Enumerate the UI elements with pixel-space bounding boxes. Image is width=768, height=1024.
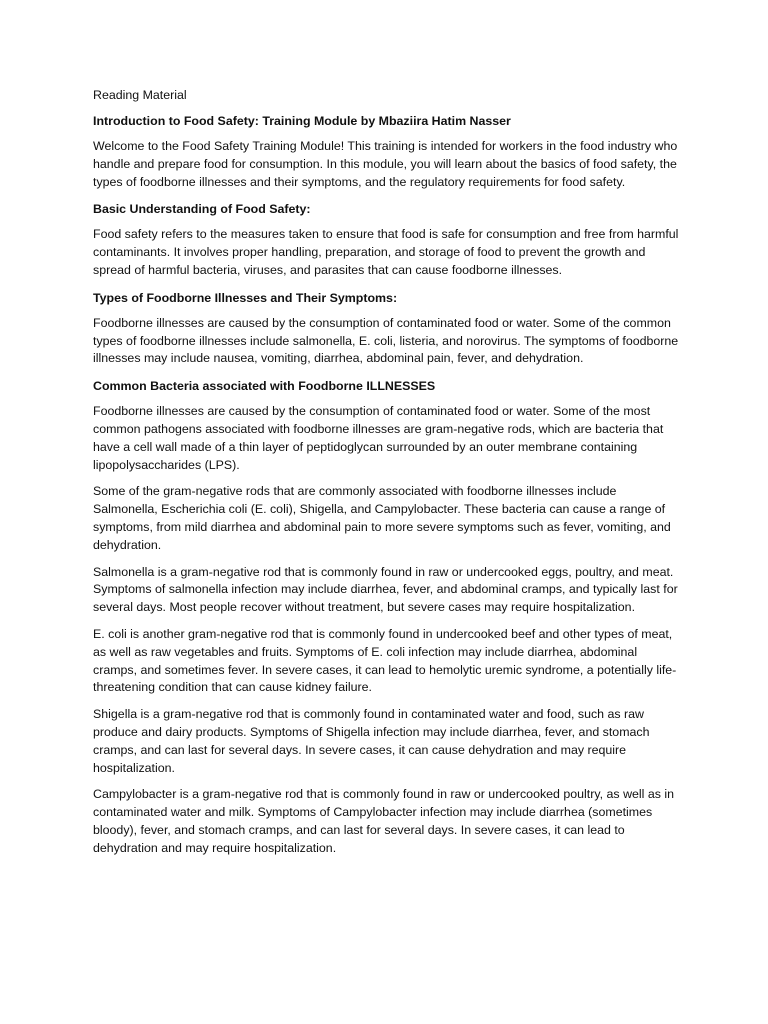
- section-paragraph: Food safety refers to the measures taken to ensure that food is safe for consumption and free from harmful contaminants. It involves proper handling, preparation, and storage of food to prevent the growth and spread of harmful bacteria, viruses, and parasites that can cause foodborne illnesses.: [93, 227, 679, 277]
- intro-paragraph: Welcome to the Food Safety Training Module! This training is intended for workers in the food industry who handle and prepare food for consumption. In this module, you will learn about the basics of food safety, the types of foodborne illnesses and their symptoms, and the regulatory requirements for food safety.: [93, 139, 678, 189]
- section-paragraph: Foodborne illnesses are caused by the consumption of contaminated food or water. Some of the most common pathogens associated with foodborne illnesses are gram-negative rods, which are bacteria that have a cell wall made of a thin layer of peptidoglycan surrounded by an outer membrane containing lipopolysaccharides (LPS).: [93, 404, 664, 472]
- section-heading-common-bacteria: Common Bacteria associated with Foodborne ILLNESSES: [93, 379, 436, 394]
- section-heading-basic-understanding: Basic Understanding of Food Safety:: [93, 202, 311, 217]
- document-title: Introduction to Food Safety: Training Module by Mbaziira Hatim Nasser: [93, 114, 511, 128]
- section-paragraph: Foodborne illnesses are caused by the consumption of contaminated food or water. Some of the common types of foodborne illnesses include salmonella, E. coli, listeria, and norovirus. The symptoms of foodborne illnesses may include nausea, vomiting, diarrhea, abdominal pain, fever, and dehydration.: [93, 315, 679, 366]
- section-paragraph: Salmonella is a gram-negative rod that is commonly found in raw or undercooked eggs, poultry, and meat. Symptoms of salmonella infection may include diarrhea, fever, and abdominal cramps, and typically last for several days. Most people recover without treatment, but severe cases may require hospitalization.: [93, 564, 678, 615]
- section-heading-types-of-illnesses: Types of Foodborne Illnesses and Their Symptoms:: [93, 290, 398, 305]
- section-paragraph: E. coli is another gram-negative rod that is commonly found in undercooked beef and other types of meat, as well as raw vegetables and fruits. Symptoms of E. coli infection may include diarrhea, abdominal cramps, and sometimes fever. In severe cases, it can lead to hemolytic uremic syndrome, a potentially life-threatening condition that can cause kidney failure.: [93, 626, 677, 695]
- document-label: Reading Material: [93, 88, 187, 102]
- document-page: [93, 86, 683, 867]
- section-paragraph: Campylobacter is a gram-negative rod that is commonly found in raw or undercooked poultry, as well as in contaminated water and milk. Symptoms of Campylobacter infection may include diarrhea (sometimes bloody), fever, and stomach cramps, and can last for several days. In severe cases, it can lead to dehydration and may require hospitalization.: [93, 787, 675, 855]
- section-paragraph: Shigella is a gram-negative rod that is commonly found in contaminated water and food, such as raw produce and dairy products. Symptoms of Shigella infection may include diarrhea, fever, and stomach cramps, and can last for several days. In severe cases, it can cause dehydration and may require hospitalization.: [93, 707, 650, 775]
- section-paragraph: Some of the gram-negative rods that are commonly associated with foodborne illnesses include Salmonella, Escherichia coli (E. coli), Shigella, and Campylobacter. These bacteria can cause a range of symptoms, from mild diarrhea and abdominal pain to more severe symptoms such as fever, vomiting, and dehydration.: [93, 484, 671, 552]
